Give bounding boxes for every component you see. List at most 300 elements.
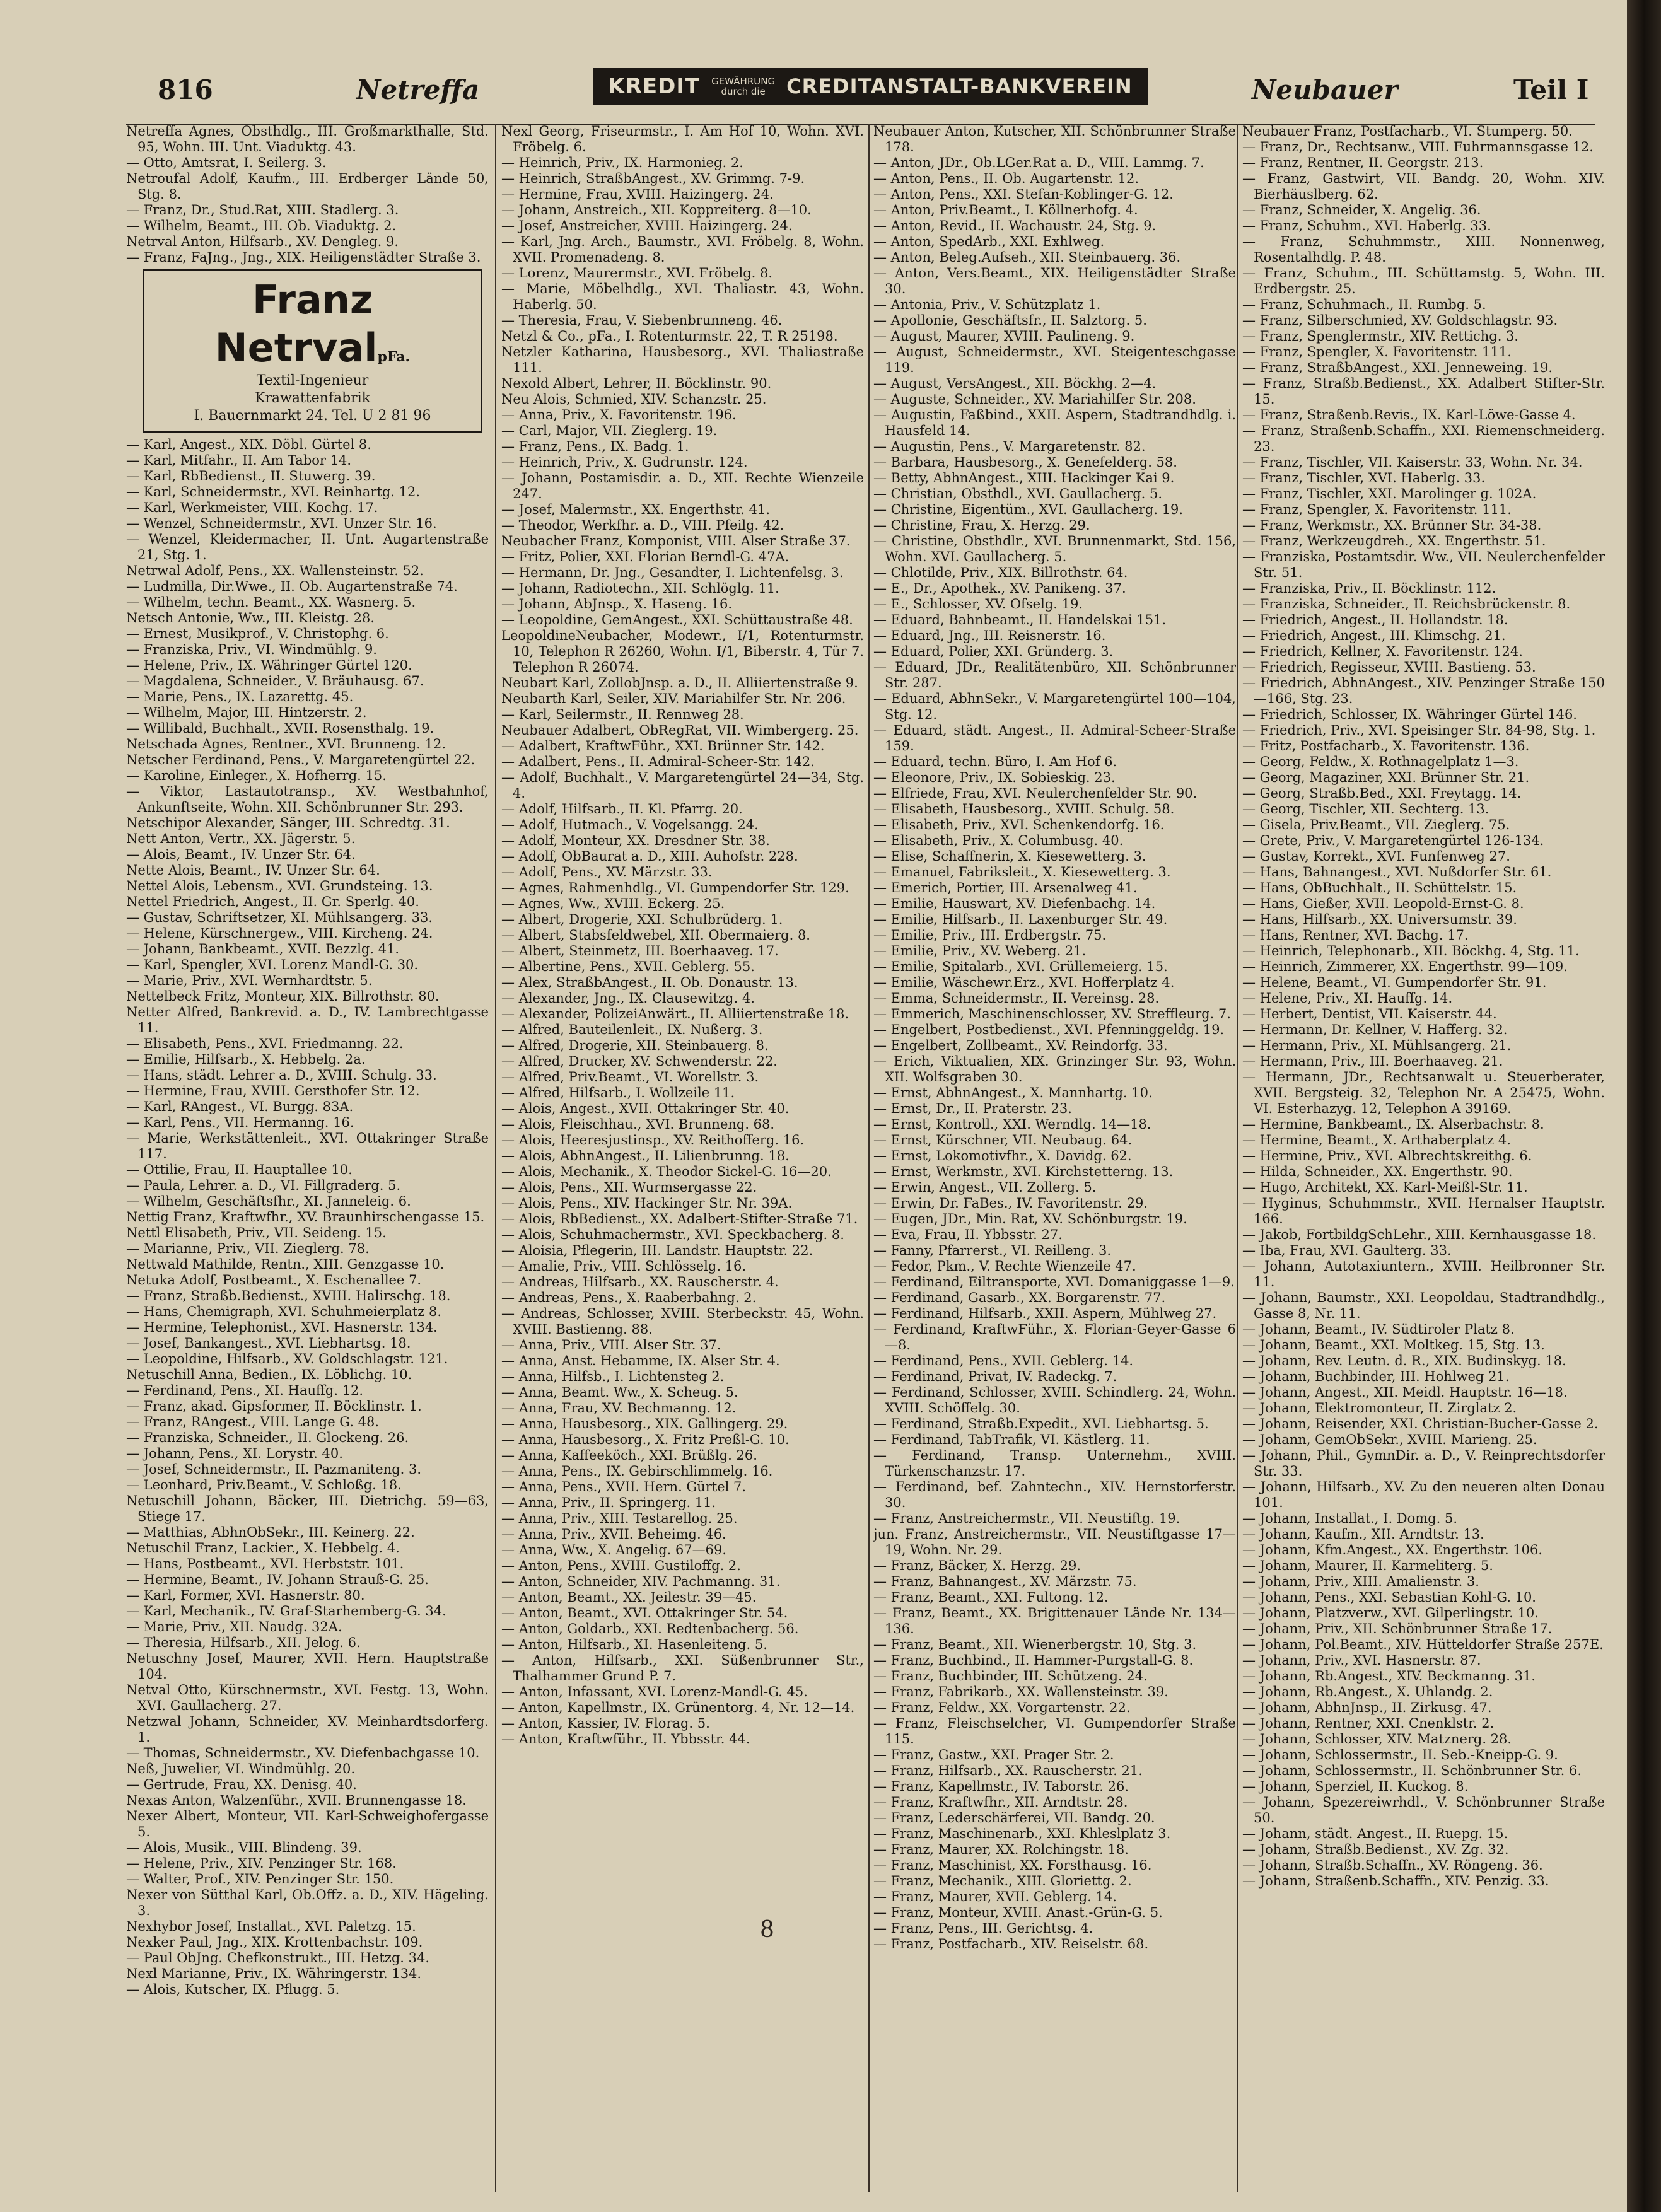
directory-entry: — Anton, JDr., Ob.LGer.Rat a. D., VIII. Lammg. 7. [873,155,1204,170]
directory-entry: — Johann, Maurer, II. Karmeliterg. 5. [1242,1558,1493,1573]
directory-entry: Nettel Alois, Lebensm., XVI. Grundsteing. 13. [126,878,433,894]
directory-entry: — Elfriede, Frau, XVI. Neulerchenfelder Str. 90. [873,786,1198,801]
directory-entry: — Josef, Anstreicher, XVIII. Haizingerg. 24. [501,218,793,233]
book-binding [1627,0,1661,2212]
directory-entry: — Johann, Pol.Beamt., XIV. Hütteldorfer Straße 257E. [1242,1637,1604,1652]
directory-entry: — Johann, Schlosser, XIV. Matznerg. 28. [1242,1732,1512,1747]
directory-entry: Nett Anton, Vertr., XX. Jägerstr. 5. [126,831,356,846]
directory-entry: Netsch Antonie, Ww., III. Kleistg. 28. [126,610,375,626]
directory-entry: — Emma, Schneidermstr., II. Vereinsg. 28. [873,991,1160,1006]
directory-entry: — Johann, Angest., XII. Meidl. Hauptstr. 16—18. [1242,1385,1568,1400]
directory-entry: — Aloisia, Pflegerin, III. Landstr. Hauptstr. 22. [501,1243,813,1258]
directory-entry: — Franz, Lederschärferei, VII. Bandg. 20. [873,1810,1155,1825]
directory-entry: Netschada Agnes, Rentner., XVI. Brunneng. 12. [126,736,446,752]
directory-entry: — Alfred, Drogerie, XII. Steinbauerg. 8. [501,1038,769,1053]
directory-entry: Nexhybor Josef, Installat., XVI. Paletzg. 15. [126,1919,416,1934]
directory-entry: — Marie, Priv., XII. Naudg. 32A. [126,1619,342,1634]
directory-entry: — Georg, Feldw., X. Rothnagelplatz 1—3. [1242,754,1519,769]
directory-entry: — Franz, Spengler, X. Favoritenstr. 111. [1242,502,1512,517]
directory-entry: — Alois, Pens., XII. Wurmsergasse 22. [501,1180,757,1195]
directory-entry: — Eugen, JDr., Min. Rat, XV. Schönburgstr. 19. [873,1211,1187,1226]
directory-entry: Nettig Franz, Kraftwfhr., XV. Braunhirschengasse 15. [126,1209,485,1225]
directory-entry: — Karl, Pens., VII. Hermanng. 16. [126,1115,354,1130]
directory-entry: — Hermine, Beamt., X. Arthaberplatz 4. [1242,1132,1511,1148]
directory-entry: — Adalbert, Pens., II. Admiral-Scheer-Str. 142. [501,754,815,769]
directory-entry: — Marie, Werkstättenleit., XVI. Ottakringer Straße 117. [126,1131,489,1161]
directory-entry: — Friedrich, Schlosser, IX. Währinger Gürtel 146. [1242,707,1577,722]
directory-entry: — Franz, akad. Gipsformer, II. Böcklinstr. 1. [126,1399,422,1414]
directory-entry: Netroufal Adolf, Kaufm., III. Erdberger Lände 50, Stg. 8. [126,171,489,202]
directory-entry: — Hermine, Beamt., IV. Johann Strauß-G. 25. [126,1572,429,1587]
directory-entry: — August, Maurer, XVIII. Paulineng. 9. [873,329,1135,344]
ad-company-name: Franz Netrval [214,277,378,371]
directory-entry: — Andreas, Schlosser, XVIII. Sterbeckstr. 45, Wohn. XVIII. Bastienng. 88. [501,1306,864,1337]
directory-entry: — Eduard, Polier, XXI. Gründerg. 3. [873,644,1114,659]
directory-entry: — Lorenz, Maurermstr., XVI. Fröbelg. 8. [501,265,773,281]
directory-entry: — Karl, RAngest., VI. Burgg. 83A. [126,1099,354,1114]
directory-entry: — Wilhelm, Beamt., III. Ob. Viaduktg. 2. [126,218,397,233]
directory-entry: — Augustin, Pens., V. Margaretenstr. 82. [873,439,1146,454]
directory-entry: — Franz, Hilfsarb., XX. Rauscherstr. 21. [873,1763,1143,1778]
directory-entry: Netschipor Alexander, Sänger, III. Schredtg. 31. [126,815,450,830]
directory-entry: — Anna, Hilfsb., I. Lichtensteg 2. [501,1369,725,1384]
directory-entry: — Johann, Rb.Angest., X. Uhlandg. 2. [1242,1684,1493,1699]
directory-entry: — Anton, Beamt., XX. Jeilestr. 39—45. [501,1590,757,1605]
directory-entry: — Franziska, Priv., II. Böcklinstr. 112. [1242,581,1496,596]
directory-entry: — Johann, Phil., GymnDir. a. D., V. Reinprechtsdorfer Str. 33. [1242,1448,1605,1479]
directory-entry: — Franz, Schuhmach., II. Rumbg. 5. [1242,297,1486,312]
directory-entry: — Marie, Möbelhdlg., XVI. Thaliastr. 43, Wohn. Haberlg. 50. [501,281,864,312]
directory-entry: — Eduard, techn. Büro, I. Am Hof 6. [873,754,1117,769]
directory-entry: — Johann, Priv., XII. Schönbrunner Straße 17. [1242,1621,1553,1636]
directory-entry: — Emilie, Hilfsarb., X. Hebbelg. 2a. [126,1052,366,1067]
directory-entry: — Anton, Pens., XVIII. Gustiloffg. 2. [501,1558,741,1573]
directory-entry: — Franz, Maurer, XVII. Geblerg. 14. [873,1889,1117,1904]
directory-entry: — Ferdinand, Pens., XI. Hauffg. 12. [126,1383,364,1398]
directory-entry: — Paula, Lehrer. a. D., VI. Fillgraderg. 5. [126,1178,401,1193]
directory-entry: — Ferdinand, Schlosser, XVIII. Schindlerg. 24, Wohn. XVIII. Schöffelg. 30. [873,1385,1236,1416]
directory-entry: — Franz, Feldw., XX. Vorgartenstr. 22. [873,1700,1131,1715]
directory-entry: — Johann, Sperziel, II. Kuckog. 8. [1242,1779,1469,1794]
directory-entry: — Friedrich, Angest., II. Hollandstr. 18. [1242,612,1508,627]
directory-entry: — Albert, Steinmetz, III. Boerhaaveg. 17. [501,943,779,958]
directory-entry: — Barbara, Hausbesorg., X. Genefelderg. 58. [873,455,1177,470]
directory-entry: — Ernst, Kürschner, VII. Neubaug. 64. [873,1132,1133,1148]
directory-entry: — Anna, Hausbesorg., X. Fritz Preßl-G. 10. [501,1432,790,1447]
directory-entry: Netzl & Co., pFa., I. Rotenturmstr. 22, T. R 25198. [501,329,838,344]
directory-entry: — Agnes, Ww., XVIII. Eckerg. 25. [501,896,725,911]
directory-entry: — Anna, Frau, XV. Bechmanng. 12. [501,1400,737,1416]
directory-entry: — Johann, Platzverw., XVI. Gilperlingstr. 10. [1242,1605,1539,1621]
directory-entry: — Johann, Baumstr., XXI. Leopoldau, Stadtrandhdlg., Gasse 8, Nr. 11. [1242,1290,1605,1321]
directory-entry: — Antonia, Priv., V. Schützplatz 1. [873,297,1101,312]
directory-entry: — Auguste, Schneider., XV. Mariahilfer Str. 208. [873,392,1196,407]
directory-entry: — Ernst, Werkmstr., XVI. Kirchstetterng. 13. [873,1164,1174,1179]
directory-entry: — Johann, Straßenb.Schaffn., XIV. Penzig. 33. [1242,1873,1549,1889]
directory-entry: — Anton, Revid., II. Wachaustr. 24, Stg. 9. [873,218,1157,233]
directory-entry: — Agnes, Rahmenhdlg., VI. Gumpendorfer Str. 129. [501,880,849,895]
directory-entry: — Christine, Frau, X. Herzg. 29. [873,518,1090,533]
directory-entry: — Franz, Schuhm., XVI. Haberlg. 33. [1242,218,1491,233]
directory-entry: — Elisabeth, Priv., XVI. Schenkendorfg. 16. [873,817,1165,832]
directory-entry: — Johann, Postamisdir. a. D., XII. Rechte Wienzeile 247. [501,470,864,501]
directory-entry: — Albert, Stabsfeldwebel, XII. Obermaierg. 8. [501,928,810,943]
banner-middle [711,76,775,96]
directory-entry: — Fritz, Postfacharb., X. Favoritenstr. 136. [1242,738,1530,754]
directory-entry: — Franziska, Priv., VI. Windmühlg. 9. [126,642,377,657]
directory-entry: — Johann, AbhnJnsp., II. Zirkusg. 47. [1242,1700,1492,1715]
directory-entry: — Helene, Priv., IX. Währinger Gürtel 120. [126,658,412,673]
directory-entry: — Alfred, Hilfsarb., I. Wollzeile 11. [501,1085,735,1100]
directory-entry: — Gisela, Priv.Beamt., VII. Zieglerg. 75. [1242,817,1510,832]
directory-entry: — E., Dr., Apothek., XV. Panikeng. 37. [873,581,1126,596]
directory-entry: — Franz, Straßenb.Revis., IX. Karl-Löwe-Gasse 4. [1242,407,1576,422]
directory-entry: — Adolf, Pens., XV. Märzstr. 33. [501,864,713,880]
directory-entry: LeopoldineNeubacher, Modewr., I/1, Rotenturmstr. 10, Telephon R 26260, Wohn. I/1, Biberstr. 4, Tür 7. Telephon R 26074. [501,628,864,675]
banner-middle-bottom: durch die [721,86,766,97]
directory-entry: — Elisabeth, Priv., X. Columbusg. 40. [873,833,1124,848]
directory-entry: Neubarth Karl, Seiler, XIV. Mariahilfer Str. Nr. 206. [501,691,846,706]
directory-entry: Nexer von Sütthal Karl, Ob.Offz. a. D., XIV. Hägeling. 3. [126,1887,489,1918]
directory-entry: — Johann, Straßb.Schaffn., XV. Röngeng. 36. [1242,1858,1543,1873]
directory-entry: — Anton, Hilfsarb., XXI. Süßenbrunner Str., Thalhammer Grund P. 7. [501,1653,864,1684]
page-number: 816 [158,74,213,105]
directory-entry: — Franz, Tischler, VII. Kaiserstr. 33, Wohn. Nr. 34. [1242,455,1583,470]
column-1 [126,124,489,2192]
directory-entry: — Karl, Angest., XIX. Döbl. Gürtel 8. [126,437,371,452]
directory-entry: — Alois, Heeresjustinsp., XV. Reithofferg. 16. [501,1132,805,1148]
directory-entry: — Johann, Beamt., XXI. Moltkeg. 15, Stg. 13. [1242,1337,1545,1353]
directory-entry: — Anton, Pens., XXI. Stefan-Koblinger-G. 12. [873,187,1174,202]
directory-entry: — Adolf, Buchhalt., V. Margaretengürtel 24—34, Stg. 4. [501,770,864,801]
directory-entry: — Franziska, Schneider., II. Glockeng. 26. [126,1430,409,1445]
directory-entry: — Anna, Ww., X. Angelig. 67—69. [501,1542,727,1557]
directory-entry: — Ernst, Dr., II. Praterstr. 23. [873,1101,1072,1116]
directory-entry: — Eleonore, Priv., IX. Sobieskig. 23. [873,770,1116,785]
directory-entry: — Hermann, Priv., XI. Mühlsangerg. 21. [1242,1038,1512,1053]
directory-entry: — Johann, Straßb.Bedienst., XV. Zg. 32. [1242,1842,1509,1857]
directory-entry: — Hans, städt. Lehrer a. D., XVIII. Schulg. 33. [126,1068,437,1083]
directory-entry: — Hans, Bahnangest., XVI. Nußdorfer Str. 61. [1242,864,1552,880]
directory-entry: — Ferdinand, Pens., XVII. Geblerg. 14. [873,1353,1134,1368]
directory-entry: — Otto, Amtsrat, I. Seilerg. 3. [126,155,327,170]
directory-entry: — Johann, Schlossermstr., II. Seb.-Kneipp-G. 9. [1242,1747,1558,1762]
directory-entry: — Christine, Eigentüm., XVI. Gaullacherg. 19. [873,502,1184,517]
directory-entry: — Anton, Pens., II. Ob. Augartenstr. 12. [873,171,1139,186]
directory-entry: — Heinrich, Zimmerer, XX. Engerthstr. 99—109. [1242,959,1568,974]
directory-entry: — Franz, Schuhmmstr., XIII. Nonnenweg, Rosentalhdlg. P. 48. [1242,234,1605,265]
directory-entry: — Franz, Monteur, XVIII. Anast.-Grün-G. 5. [873,1905,1163,1920]
directory-entry: — Eduard, Bahnbeamt., II. Handelskai 151. [873,612,1167,627]
directory-entry: — Anton, Kapellmstr., IX. Grünentorg. 4, Nr. 12—14. [501,1700,855,1715]
directory-entry: — Marie, Pens., IX. Lazarettg. 45. [126,689,354,704]
directory-entry: — Gertrude, Frau, XX. Denisg. 40. [126,1777,357,1792]
directory-entry: — Marianne, Priv., VII. Zieglerg. 78. [126,1241,370,1256]
directory-entry: — Anna, Beamt. Ww., X. Scheug. 5. [501,1385,738,1400]
directory-entry: — Elisabeth, Hausbesorg., XVIII. Schulg. 58. [873,801,1175,817]
directory-entry: — Eduard, städt. Angest., II. Admiral-Scheer-Straße 159. [873,723,1236,754]
directory-entry: Neß, Juwelier, VI. Windmühlg. 20. [126,1761,356,1776]
directory-entry: — E., Schlosser, XV. Ofselg. 19. [873,597,1083,612]
directory-entry: — Heinrich, Telephonarb., XII. Böckhg. 4, Stg. 11. [1242,943,1580,958]
directory-entry: Nexl Georg, Friseurmstr., I. Am Hof 10, Wohn. XVI. Fröbelg. 6. [501,124,864,154]
directory-entry: — Ferdinand, Eiltransporte, XVI. Domaniggasse 1—9. [873,1274,1235,1289]
directory-entry: — Engelbert, Postbedienst., XVI. Pfenninggeldg. 19. [873,1022,1225,1037]
directory-entry: — Friedrich, Kellner, X. Favoritenstr. 124. [1242,644,1523,659]
directory-entry: — Albertine, Pens., XVII. Geblerg. 55. [501,959,755,974]
column-divider [868,124,870,2192]
directory-entry: — Emmerich, Maschinenschlosser, XV. Streffleurg. 7. [873,1006,1231,1022]
directory-entry: — Karl, Mechanik., IV. Graf-Starhemberg-G. 34. [126,1604,446,1619]
directory-entry: — Johann, Schlossermstr., II. Schönbrunner Str. 6. [1242,1763,1582,1778]
directory-entry: — Johann, Buchbinder, III. Hohlweg 21. [1242,1369,1510,1384]
directory-entry: — Jakob, FortbildgSchLehr., XIII. Kernhausgasse 18. [1242,1227,1597,1242]
directory-entry: — Anna, Pens., XVII. Hern. Gürtel 7. [501,1479,747,1494]
directory-entry: — Apollonie, Geschäftsfr., II. Salztorg. 5. [873,313,1147,328]
directory-entry: — Ottilie, Frau, II. Hauptallee 10. [126,1162,353,1177]
directory-entry: — Friedrich, Angest., III. Klimschg. 21. [1242,628,1506,643]
directory-entry: — Anton, Priv.Beamt., I. Köllnerhofg. 4. [873,202,1138,218]
directory-entry: — Helene, Kürschnergew., VIII. Kircheng. 24. [126,926,433,941]
directory-entry: — Ernst, Lokomotivfhr., X. Davidg. 62. [873,1148,1132,1163]
directory-entry: Netuschny Josef, Maurer, XVII. Hern. Hauptstraße 104. [126,1651,489,1682]
directory-entry: — Franz, Bahnangest., XV. Märzstr. 75. [873,1574,1137,1589]
directory-entry: — Leopoldine, GemAngest., XXI. Schüttaustraße 48. [501,612,853,627]
directory-entry: — Fedor, Pkm., V. Rechte Wienzeile 47. [873,1259,1136,1274]
directory-entry: — Georg, Tischler, XII. Sechterg. 13. [1242,801,1489,817]
directory-entry: — Ernest, Musikprof., V. Christophg. 6. [126,626,389,641]
directory-entry: — Anna, Priv., II. Springerg. 11. [501,1495,716,1510]
directory-entry: — Engelbert, Zollbeamt., XV. Reindorfg. 33. [873,1038,1168,1053]
ad-line-1: Textil-Ingenieur [256,373,369,388]
directory-entry: — Franz, Spengler, X. Favoritenstr. 111. [1242,344,1512,359]
directory-entry: Netuschill Johann, Bäcker, III. Dietrichg. 59—63, Stiege 17. [126,1493,489,1524]
banner-right: CREDITANSTALT-BANKVEREIN [786,74,1133,98]
directory-entry: — Hugo, Architekt, XX. Karl-Meißl-Str. 11. [1242,1180,1528,1195]
directory-entry: Nette Alois, Beamt., IV. Unzer Str. 64. [126,863,380,878]
directory-entry: — Johann, Rentner, XXI. Cnenklstr. 2. [1242,1716,1495,1731]
directory-entry: — Alois, Kutscher, IX. Pflugg. 5. [126,1982,340,1997]
directory-entry: — Hermine, Frau, XVIII. Gersthofer Str. 12. [126,1083,420,1098]
directory-entry: — Amalie, Priv., VIII. Schlösselg. 16. [501,1259,747,1274]
directory-entry: — Eduard, Jng., III. Reisnerstr. 16. [873,628,1106,643]
directory-entry: — Franz, Schuhm., III. Schüttamstg. 5, Wohn. III. Erdbergstr. 25. [1242,265,1605,296]
directory-entry: — Emilie, Priv., III. Erdbergstr. 75. [873,928,1107,943]
directory-entry: — Fritz, Polier, XXI. Florian Berndl-G. 47A. [501,549,790,564]
directory-entry: — Hermann, Dr. Jng., Gesandter, I. Lichtenfelsg. 3. [501,565,844,580]
directory-entry: — Thomas, Schneidermstr., XV. Diefenbachgasse 10. [126,1745,480,1761]
directory-entry: — Franz, Gastw., XXI. Prager Str. 2. [873,1747,1114,1762]
directory-entry: — Franz, Dr., Rechtsanw., VIII. Fuhrmannsgasse 12. [1242,139,1594,154]
directory-entry: — Alois, Fleischhau., XVI. Brunneng. 68. [501,1117,775,1132]
directory-entry: — Fanny, Pfarrerst., VI. Reilleng. 3. [873,1243,1112,1258]
directory-entry: — Georg, Magaziner, XXI. Brünner Str. 21. [1242,770,1530,785]
directory-entry: — Anton, Kassier, IV. Florag. 5. [501,1716,710,1731]
directory-entry: — Karl, Former, XVI. Hasnerstr. 80. [126,1588,365,1603]
directory-entry: — Franz, Straßb.Bedienst., XX. Adalbert Stifter-Str. 15. [1242,376,1605,407]
directory-entry: — Anna, Priv., XVII. Beheimg. 46. [501,1527,726,1542]
directory-entry: — Anton, Beleg.Aufseh., XII. Steinbauerg. 36. [873,250,1181,265]
directory-entry: — Franz, Werkmstr., XX. Brünner Str. 34-38. [1242,518,1542,533]
directory-entry: — Hermine, Bankbeamt., IX. Alserbachstr. 8. [1242,1117,1544,1132]
directory-entry: — Gustav, Korrekt., XVI. Funfenweg 27. [1242,849,1510,864]
directory-entry: — Franz, Fleischselcher, VI. Gumpendorfer Straße 115. [873,1716,1236,1747]
directory-entry: — Eduard, AbhnSekr., V. Margaretengürtel 100—104, Stg. 12. [873,691,1236,722]
directory-entry: — Karoline, Einleger., X. Hofherrg. 15. [126,768,387,783]
directory-entry: — Helene, Priv., XIV. Penzinger Str. 168. [126,1856,397,1871]
directory-entry: — Emanuel, Fabriksleit., X. Kiesewetterg. 3. [873,864,1171,880]
directory-entry: — Franz, Straßb.Bedienst., XVIII. Halirschg. 18. [126,1288,451,1303]
directory-entry: — Hans, Hilfsarb., XX. Universumstr. 39. [1242,912,1517,927]
directory-entry: — Ludmilla, Dir.Wwe., II. Ob. Augartenstraße 74. [126,579,458,594]
directory-entry: Netzwal Johann, Schneider, XV. Meinhardtsdorferg. 1. [126,1714,489,1745]
directory-entry: — Hans, Postbeamt., XVI. Herbststr. 101. [126,1556,404,1571]
column-2 [501,124,864,2192]
directory-entry: — Franz, Kraftwfhr., XII. Arndtstr. 28. [873,1795,1128,1810]
page-stamp: 8 [760,1917,774,1943]
volume-label: Teil I [1513,74,1589,105]
directory-entry: — Elise, Schaffnerin, X. Kiesewetterg. 3. [873,849,1146,864]
directory-entry: — Friedrich, Priv., XVI. Speisinger Str. 84-98, Stg. 1. [1242,723,1596,738]
directory-entry: — Johann, Priv., XIII. Amalienstr. 3. [1242,1574,1479,1589]
directory-entry: Nexker Paul, Jng., XIX. Krottenbachstr. 109. [126,1935,423,1950]
directory-entry: — Andreas, Pens., X. Raaberbahng. 2. [501,1290,757,1305]
directory-entry: — Adolf, ObBaurat a. D., XIII. Auhofstr. 228. [501,849,798,864]
directory-entry: — Wilhelm, Geschäftsfhr., XI. Janneleig. 6. [126,1194,411,1209]
directory-entry: Nettel Friedrich, Angest., II. Gr. Sperlg. 40. [126,894,419,909]
directory-entry: — Franz, Kapellmstr., IV. Taborstr. 26. [873,1779,1129,1794]
directory-entry: — Theresia, Hilfsarb., XII. Jelog. 6. [126,1635,361,1650]
banner-left: KREDIT [608,74,701,99]
directory-entry: — Georg, Straßb.Bed., XXI. Freytagg. 14. [1242,786,1522,801]
directory-entry: — Johann, Priv., XVI. Hasnerstr. 87. [1242,1653,1481,1668]
directory-entry: — Anton, Infassant, XVI. Lorenz-Mandl-G. 45. [501,1684,808,1699]
ad-suffix: pFa. [377,349,411,365]
directory-entry: Nexold Albert, Lehrer, II. Böcklinstr. 90. [501,376,772,391]
directory-entry: — Ernst, AbhnAngest., X. Mannhartg. 10. [873,1085,1153,1100]
directory-entry: — Hermine, Priv., XVI. Albrechtskreithg. 6. [1242,1148,1532,1163]
directory-entry: — Franz, RAngest., VIII. Lange G. 48. [126,1414,380,1429]
directory-entry: — Helene, Beamt., VI. Gumpendorfer Str. 91. [1242,975,1547,990]
directory-entry: — Alfred, Bauteilenleit., IX. Nußerg. 3. [501,1022,763,1037]
directory-entry: Netzler Katharina, Hausbesorg., XVI. Thaliastraße 111. [501,344,864,375]
right-guide-word: Neubauer [1252,74,1398,105]
directory-entry: — Theresia, Frau, V. Siebenbrunneng. 46. [501,313,783,328]
directory-entry: — Josef, Malermstr., XX. Engerthstr. 41. [501,502,771,517]
directory-entry: — Johann, städt. Angest., II. Ruepg. 15. [1242,1826,1508,1841]
directory-entry: — Johann, Radiotechn., XII. Schlöglg. 11. [501,581,779,596]
directory-entry: — Anton, Beamt., XVI. Ottakringer Str. 54. [501,1605,788,1621]
directory-entry: — Franz, Maschinist, XX. Forsthausg. 16. [873,1858,1152,1873]
directory-entry: Neubart Karl, ZollobJnsp. a. D., II. Alliiertenstraße 9. [501,675,858,690]
directory-entry: — Franz, Schneider, X. Angelig. 36. [1242,202,1481,218]
directory-entry: — Erich, Viktualien, XIX. Grinzinger Str. 93, Wohn. XII. Wolfsgraben 30. [873,1054,1236,1085]
directory-entry: Netter Alfred, Bankrevid. a. D., IV. Lambrechtgasse 11. [126,1004,489,1035]
directory-entry: — Alois, RbBedienst., XX. Adalbert-Stifter-Straße 71. [501,1211,858,1226]
directory-entry: — Andreas, Hilfsarb., XX. Rauscherstr. 4. [501,1274,779,1289]
directory-entry: — Friedrich, Regisseur, XVIII. Bastieng. 53. [1242,660,1536,675]
directory-entry: — Franz, Pens., IX. Badg. 1. [501,439,689,454]
directory-entry: Nexl Marianne, Priv., IX. Währingerstr. 134. [126,1966,422,1981]
directory-entry: — Alois, Schuhmachermstr., XVI. Speckbacherg. 8. [501,1227,844,1242]
directory-entry: — Johann, AbJnsp., X. Haseng. 16. [501,597,733,612]
directory-entry: — Wilhelm, techn. Beamt., XX. Wasnerg. 5. [126,595,416,610]
directory-entry: — Johann, Kfm.Angest., XX. Engerthstr. 106. [1242,1542,1543,1557]
directory-entry: — Leonhard, Priv.Beamt., V. Schloßg. 18. [126,1477,402,1493]
directory-entry: — Ferdinand, TabTrafik, VI. Kästlerg. 11. [873,1432,1150,1447]
directory-entry: Nexas Anton, Walzenführ., XVII. Brunnengasse 18. [126,1793,467,1808]
directory-entry: — Wenzel, Kleidermacher, II. Unt. Augartenstraße 21, Stg. 1. [126,532,489,562]
left-guide-word: Netreffa [356,74,480,105]
directory-entry: — Carl, Major, VII. Zieglerg. 19. [501,423,718,438]
directory-entry: — Alois, Angest., XVII. Ottakringer Str. 40. [501,1101,790,1116]
directory-entry: — Adolf, Hutmach., V. Vogelsangg. 24. [501,817,759,832]
directory-entry: — Wilhelm, Major, III. Hintzerstr. 2. [126,705,367,720]
directory-entry: — Franz, Maurer, XX. Rolchingstr. 18. [873,1842,1129,1857]
banner-middle-top: GEWÄHRUNG [711,76,776,87]
directory-entry: — Gustav, Schriftsetzer, XI. Mühlsangerg. 33. [126,910,433,925]
advertisement-box [143,269,482,433]
directory-entry: — Franz, Gastwirt, VII. Bandg. 20, Wohn. XIV. Bierhäuslberg. 62. [1242,171,1605,202]
directory-entry: — Franz, Pens., III. Gerichtsg. 4. [873,1921,1093,1936]
directory-entry: — Hermine, Frau, XVIII. Haizingerg. 24. [501,187,774,202]
directory-entry: — Johann, Anstreich., XII. Koppreiterg. 8—10. [501,202,812,218]
directory-entry: — Anna, Priv., X. Favoritenstr. 196. [501,407,737,422]
directory-entry: — Franziska, Postamtsdir. Ww., VII. Neulerchenfelder Str. 51. [1242,549,1605,580]
directory-entry: — Franz, Rentner, II. Georgstr. 213. [1242,155,1484,170]
directory-entry: — Johann, Pens., XXI. Sebastian Kohl-G. 10. [1242,1590,1536,1605]
directory-entry: — Anna, Hausbesorg., XIX. Gallingerg. 29. [501,1416,788,1431]
directory-entry: Nettelbeck Fritz, Monteur, XIX. Billrothstr. 80. [126,989,440,1004]
directory-entry: — Johann, Rb.Angest., XIV. Beckmanng. 31. [1242,1668,1536,1684]
directory-entry: — Ferdinand, Straßb.Expedit., XVI. Liebhartsg. 5. [873,1416,1209,1431]
directory-entry: — Ferdinand, KraftwFühr., X. Florian-Geyer-Gasse 6—8. [873,1322,1236,1353]
directory-entry: — Franz, Tischler, XVI. Haberlg. 33. [1242,470,1486,486]
directory-entry: Netval Otto, Kürschnermstr., XVI. Festg. 13, Wohn. XVI. Gaullacherg. 27. [126,1682,489,1713]
directory-entry: — Ferdinand, Transp. Unternehm., XVIII. Türkenschanzstr. 17. [873,1448,1236,1479]
directory-entry: — Hans, ObBuchhalt., II. Schüttelstr. 15. [1242,880,1517,895]
directory-entry: Neubauer Adalbert, ObRegRat, VII. Wimbergerg. 25. [501,723,859,738]
directory-entry: — Grete, Priv., V. Margaretengürtel 126-134. [1242,833,1544,848]
column-3 [873,124,1236,2192]
directory-entry: — Franziska, Schneider., II. Reichsbrückenstr. 8. [1242,597,1571,612]
directory-entry: — Iba, Frau, XVI. Gaulterg. 33. [1242,1243,1452,1258]
directory-entry: — Franz, FaJng., Jng., XIX. Heiligenstädter Straße 3. [126,250,481,265]
directory-entry: — August, VersAngest., XII. Böckhg. 2—4. [873,376,1157,391]
directory-entry: — Helene, Priv., XI. Hauffg. 14. [1242,991,1453,1006]
directory-entry: — Matthias, AbhnObSekr., III. Keinerg. 22. [126,1525,415,1540]
directory-entry: — Franz, Dr., Stud.Rat, XIII. Stadlerg. 3. [126,202,399,218]
directory-entry: — Alfred, Drucker, XV. Schwenderstr. 22. [501,1054,778,1069]
directory-entry: — Johann, Rev. Leutn. d. R., XIX. Budinskyg. 18. [1242,1353,1566,1368]
directory-entry: — Alois, AbhnAngest., II. Lilienbrunng. 18. [501,1148,790,1163]
directory-entry: — Emilie, Hilfsarb., II. Laxenburger Str. 49. [873,912,1168,927]
directory-entry: — Karl, Mitfahr., II. Am Tabor 14. [126,453,352,468]
directory-entry: — Hans, Rentner, XVI. Bachg. 17. [1242,928,1469,943]
directory-entry: — Anton, Vers.Beamt., XIX. Heiligenstädter Straße 30. [873,265,1236,296]
directory-entry: — Franz, Beamt., XXI. Fultong. 12. [873,1590,1109,1605]
directory-entry: — Alois, Mechanik., X. Theodor Sickel-G. 16—20. [501,1164,832,1179]
directory-entry: — Franz, Beamt., XX. Brigittenauer Lände Nr. 134—136. [873,1605,1236,1636]
directory-entry: — Franz, Tischler, XXI. Marolinger g. 102A. [1242,486,1537,501]
directory-entry: — Adolf, Hilfsarb., II. Kl. Pfarrg. 20. [501,801,743,817]
directory-entry: — Willibald, Buchhalt., XVII. Rosensthalg. 19. [126,721,434,736]
directory-entry: — Adalbert, KraftwFühr., XXI. Brünner Str. 142. [501,738,825,754]
directory-entry: — Karl, RbBedienst., II. Stuwerg. 39. [126,469,376,484]
directory-entry: Nettl Elisabeth, Priv., VII. Seideng. 15. [126,1225,387,1240]
directory-entry: — August, Schneidermstr., XVI. Steigenteschgasse 119. [873,344,1236,375]
directory-entry: Nexer Albert, Monteur, VII. Karl-Schweighofergasse 5. [126,1808,489,1839]
